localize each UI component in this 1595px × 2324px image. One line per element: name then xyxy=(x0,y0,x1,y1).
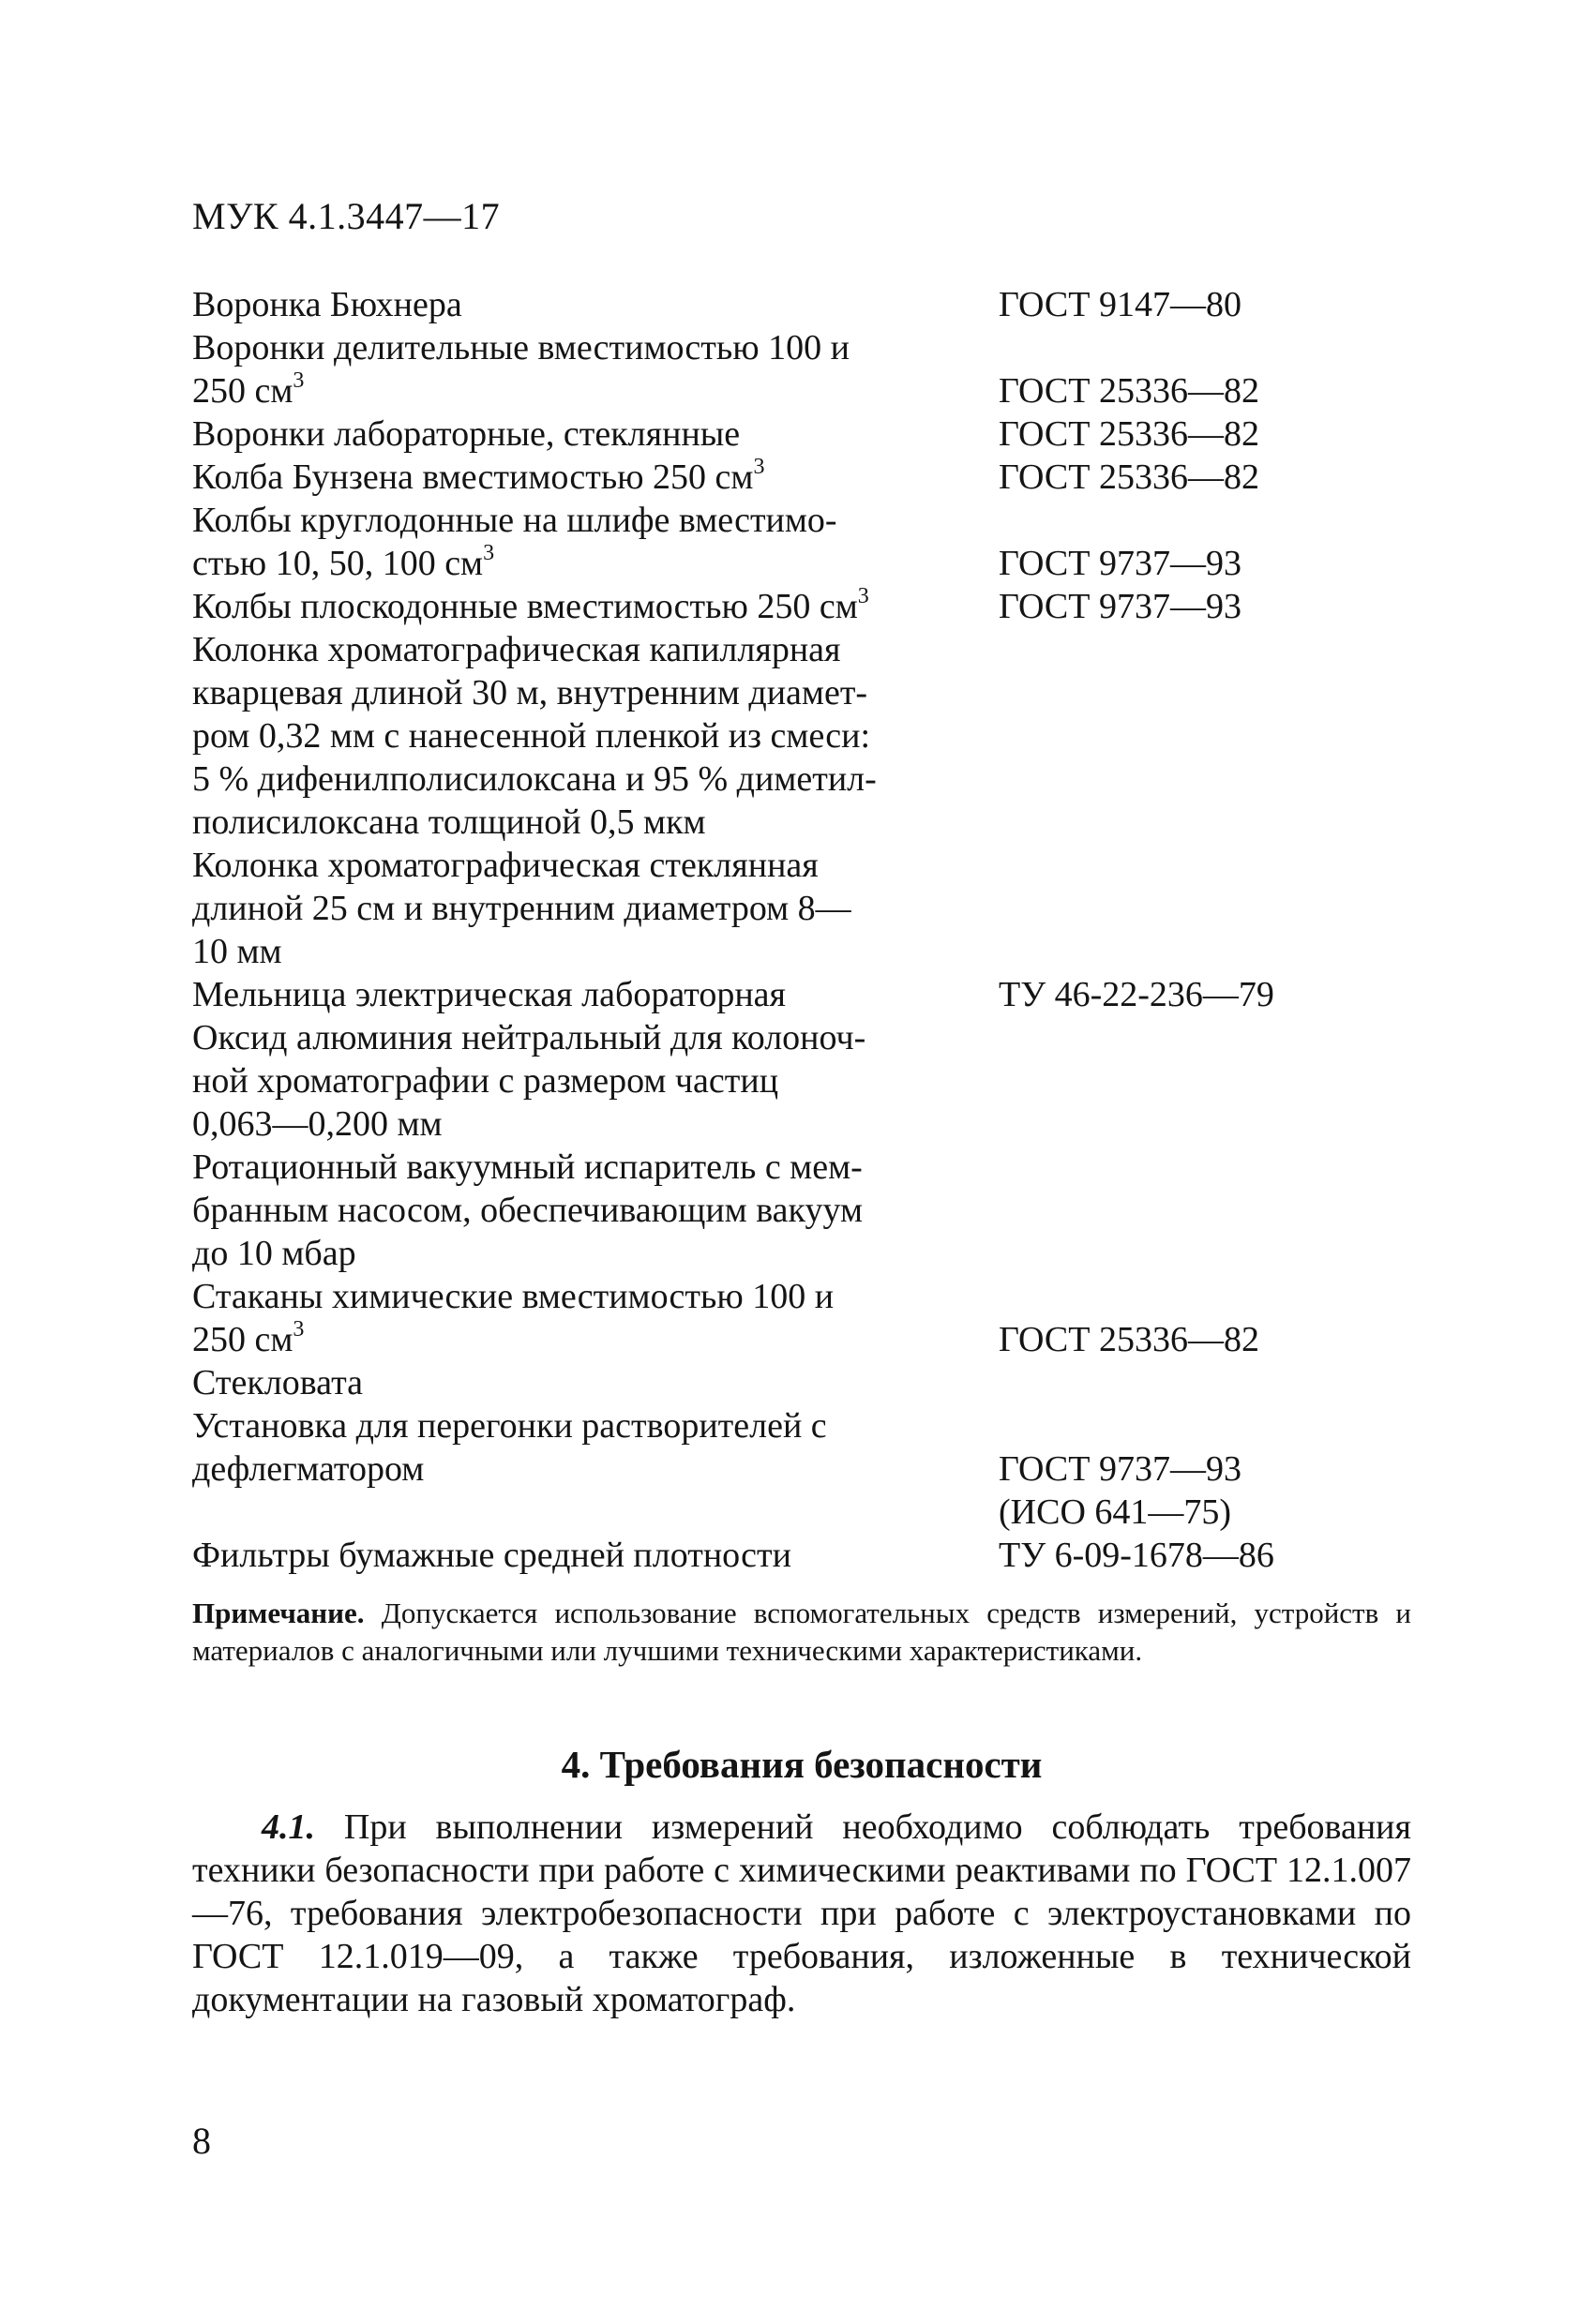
equipment-name xyxy=(192,628,999,844)
equipment-row xyxy=(192,412,1411,456)
equipment-name-line: бранным насосом, обеспечивающим вакуум xyxy=(192,1191,863,1230)
equipment-name xyxy=(192,1534,999,1577)
equipment-row xyxy=(192,326,1411,412)
document-code-header: МУК 4.1.3447—17 xyxy=(192,195,501,237)
equipment-name-line: стью 10, 50, 100 $см^3$ xyxy=(192,541,495,583)
equipment-name xyxy=(192,1404,999,1534)
equipment-name-line: Колонка хроматографическая капиллярная xyxy=(192,630,841,669)
equipment-name-line: 10 мм xyxy=(192,932,282,971)
standard-reference: ГОСТ 9737—93 xyxy=(999,544,1241,583)
equipment-name-line: Установка для перегонки растворителей с xyxy=(192,1406,827,1446)
equipment-row xyxy=(192,844,1411,973)
standard-reference: ГОСТ 25336—82 xyxy=(999,371,1259,411)
equipment-name-line: Колбы плоскодонные вместимостью 250 $см^3$ xyxy=(192,584,869,626)
note-label: Примечание. xyxy=(192,1597,365,1629)
equipment-name xyxy=(192,1361,999,1404)
equipment-name-line: 250 $см^3$ xyxy=(192,368,305,411)
equipment-name-line: Мельница электрическая лабораторная xyxy=(192,975,786,1014)
equipment-row xyxy=(192,283,1411,326)
equipment-name xyxy=(192,499,999,585)
equipment-standard xyxy=(999,456,1392,499)
equipment-standard xyxy=(999,542,1392,585)
equipment-name-line: Стаканы химические вместимостью 100 и xyxy=(192,1277,835,1316)
superscript-cubed: 3 xyxy=(857,584,869,608)
equipment-name xyxy=(192,844,999,973)
equipment-name-line: Воронка Бюхнера xyxy=(192,285,462,324)
equipment-name xyxy=(192,973,999,1016)
note-block xyxy=(192,1595,1411,1670)
equipment-row xyxy=(192,1146,1411,1275)
equipment-name xyxy=(192,1016,999,1146)
standard-reference: ГОСТ 25336—82 xyxy=(999,414,1259,454)
equipment-name-line: Ротационный вакуумный испаритель с мем- xyxy=(192,1147,863,1187)
note-text: Допускается использование вспомогательных средств измерений, устройств и материалов с аналогичными или лучшими техническими характеристиками. xyxy=(192,1597,1412,1667)
equipment-row xyxy=(192,1016,1411,1146)
equipment-name-line: длиной 25 см и внутренним диаметром 8— xyxy=(192,889,851,928)
equipment-standard xyxy=(999,283,1392,326)
superscript-cubed: 3 xyxy=(293,1317,305,1342)
equipment-name-line: Колбы круглодонные на шлифе вместимо- xyxy=(192,501,837,540)
standard-reference: ГОСТ 9737—93 xyxy=(999,1449,1241,1489)
equipment-name xyxy=(192,326,999,412)
equipment-standard xyxy=(999,1534,1392,1577)
equipment-name xyxy=(192,412,999,456)
page-number: 8 xyxy=(192,2120,211,2162)
equipment-list xyxy=(192,283,1411,1577)
equipment-name xyxy=(192,1146,999,1275)
equipment-name-line: Колонка хроматографическая стеклянная xyxy=(192,846,819,885)
equipment-name-line: ной хроматографии с размером частиц xyxy=(192,1061,779,1101)
equipment-name-line xyxy=(192,1491,999,1534)
paragraph-text: При выполнении измерений необходимо соблюдать требования техники безопасности при работе с химическими реактивами по ГОСТ 12.1.007—76, требования электробезопасности при работе с электроустановками по ГОСТ 12.1.019—09, а также требования, изложенные в технической документации на газовый хроматограф. xyxy=(192,1807,1411,2019)
equipment-name-line: полисилоксана толщиной 0,5 мкм xyxy=(192,802,706,842)
equipment-name-line: Оксид алюминия нейтральный для колоноч- xyxy=(192,1018,866,1057)
equipment-row xyxy=(192,456,1411,499)
equipment-standard xyxy=(999,973,1392,1016)
equipment-name-line: Колба Бунзена вместимостью 250 $см^3$ xyxy=(192,455,765,497)
equipment-row xyxy=(192,499,1411,585)
standard-reference: ТУ 6-09-1678—86 xyxy=(999,1536,1274,1575)
equipment-name-line: Стекловата xyxy=(192,1363,364,1402)
equipment-name xyxy=(192,456,999,499)
equipment-name-line: Фильтры бумажные средней плотности xyxy=(192,1536,791,1575)
safety-paragraph xyxy=(192,1806,1411,2021)
standard-reference: (ИСО 641—75) xyxy=(999,1492,1232,1532)
equipment-standard xyxy=(999,585,1392,628)
standard-reference: ТУ 46-22-236—79 xyxy=(999,975,1274,1014)
equipment-name xyxy=(192,283,999,326)
equipment-name-line: до 10 мбар xyxy=(192,1234,356,1273)
equipment-name xyxy=(192,1275,999,1361)
equipment-name-line: 0,063—0,200 мм xyxy=(192,1104,443,1144)
equipment-name-line: дефлегматором xyxy=(192,1449,425,1489)
equipment-row xyxy=(192,973,1411,1016)
superscript-cubed: 3 xyxy=(483,541,495,565)
equipment-name-line: Воронки лабораторные, стеклянные xyxy=(192,414,741,454)
superscript-cubed: 3 xyxy=(293,368,305,393)
standard-reference: ГОСТ 9737—93 xyxy=(999,587,1241,626)
equipment-name-line: ром 0,32 мм с нанесенной пленкой из смеси: xyxy=(192,716,871,756)
equipment-name-line: 5 % дифенилполисилоксана и 95 % диметил- xyxy=(192,759,877,799)
equipment-name xyxy=(192,585,999,628)
section-title: 4. Требования безопасности xyxy=(561,1743,1043,1786)
equipment-standard xyxy=(999,369,1392,412)
equipment-standard xyxy=(999,1318,1392,1361)
standard-reference: ГОСТ 25336—82 xyxy=(999,457,1259,497)
equipment-row xyxy=(192,1361,1411,1404)
equipment-row xyxy=(192,1404,1411,1534)
equipment-row xyxy=(192,628,1411,844)
standard-reference: ГОСТ 25336—82 xyxy=(999,1320,1259,1359)
equipment-row xyxy=(192,1534,1411,1577)
equipment-row xyxy=(192,1275,1411,1361)
equipment-standard xyxy=(999,1447,1392,1534)
equipment-standard xyxy=(999,412,1392,456)
equipment-name-line: кварцевая длиной 30 м, внутренним диамет- xyxy=(192,673,868,712)
equipment-name-line: 250 $см^3$ xyxy=(192,1317,305,1359)
superscript-cubed: 3 xyxy=(753,455,765,479)
standard-reference: ГОСТ 9147—80 xyxy=(999,285,1241,324)
paragraph-number: 4.1. xyxy=(262,1807,315,1847)
equipment-name-line: Воронки делительные вместимостью 100 и xyxy=(192,328,850,367)
equipment-row xyxy=(192,585,1411,628)
